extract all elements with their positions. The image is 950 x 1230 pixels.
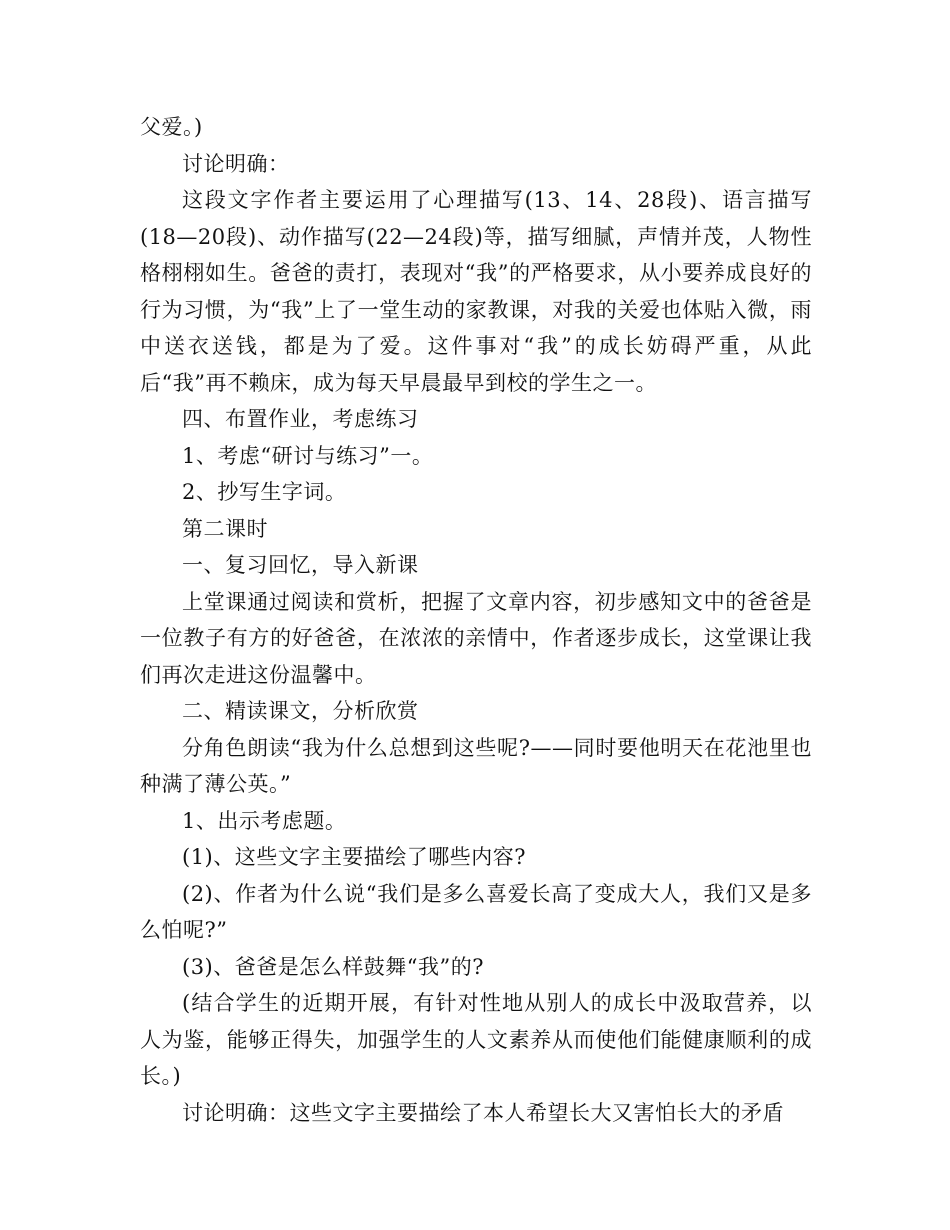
list-item-questions: 1、出示考虑题。 xyxy=(182,808,347,833)
question-2: (2)、作者为什么说“我们是多么喜爱长高了变成大人，我们又是多么怕呢?” xyxy=(140,881,812,942)
section-heading-homework: 四、布置作业，考虑练习 xyxy=(182,407,419,431)
paragraph-role-reading: 分角色朗读“我为什么总想到这些呢?——同时要他明天在花池里也种满了薄公英。” xyxy=(140,735,812,796)
section-heading-second-lesson: 第二课时 xyxy=(182,516,268,541)
list-item-homework-1: 1、考虑“研讨与练习”一。 xyxy=(182,443,434,468)
question-1: (1)、这些文字主要描绘了哪些内容? xyxy=(182,845,527,869)
paragraph-continuation: 父爱。) xyxy=(140,115,203,139)
question-3: (3)、爸爸是怎么样鼓舞“我”的? xyxy=(182,954,484,979)
paragraph-discussion-heading: 讨论明确： xyxy=(182,151,290,176)
document-body xyxy=(140,109,812,1131)
section-heading-close-reading: 二、精读课文，分析欣赏 xyxy=(182,699,419,723)
list-item-homework-2: 2、抄写生字词。 xyxy=(182,480,347,504)
section-heading-review: 一、复习回忆，导入新课 xyxy=(182,553,419,577)
paragraph-analysis: 这段文字作者主要运用了心理描写(13、14、28段)、语言描写(18—20段)、动作描写(22—24段)等，描写细腻，声情并茂，人物性格栩栩如生。爸爸的责打，表现对“我”的严格要求，从小要养成良好的行为习惯，为“我”上了一堂生动的家教课，对我的关爱也体贴入微，雨中送衣送钱，都是为了爱。这件事对“我”的成长妨碍严重，从此后“我”再不赖床，成为每天早晨最早到校的学生之一。 xyxy=(140,188,812,395)
paragraph-note: (结合学生的近期开展，有针对性地从别人的成长中汲取营养，以人为鉴，能够正得失，加强学生的人文素养从而使他们能健康顺利的成长。) xyxy=(140,991,812,1088)
paragraph-discussion-conclusion: 讨论明确：这些文字主要描绘了本人希望长大又害怕长大的矛盾 xyxy=(182,1100,784,1125)
paragraph-review: 上堂课通过阅读和赏析，把握了文章内容，初步感知文中的爸爸是一位教子有方的好爸爸，在浓浓的亲情中，作者逐步成长，这堂课让我们再次走进这份温馨中。 xyxy=(140,589,812,687)
